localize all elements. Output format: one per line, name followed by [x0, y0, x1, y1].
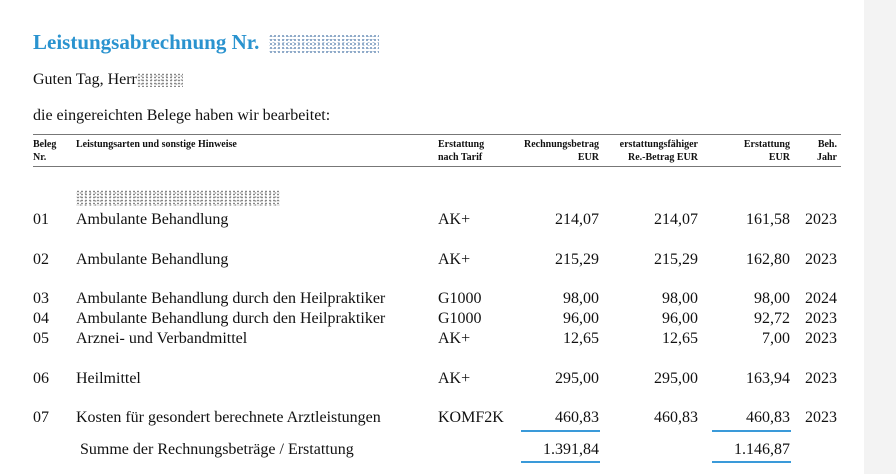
viewer-background — [864, 0, 896, 474]
row-rechnungsbetrag: 12,65 — [563, 330, 599, 347]
row-rechnungsbetrag: 98,00 — [563, 290, 599, 307]
row-jahr: 2023 — [805, 310, 837, 327]
header-faehig: erstattungsfähiger Re.-Betrag EUR — [619, 139, 698, 163]
row-erstattungsfaehig: 96,00 — [662, 310, 698, 327]
row-rechnungsbetrag: 215,29 — [555, 251, 599, 268]
greeting — [33, 71, 183, 89]
redacted-name — [137, 73, 183, 87]
header-beleg: Beleg Nr. — [33, 139, 57, 163]
greeting-text: Guten Tag, Herr — [33, 71, 137, 88]
subtotal-rule-erstattung — [712, 430, 791, 432]
row-tarif: AK+ — [438, 370, 471, 387]
summary-erstattung-total: 1.146,87 — [734, 441, 790, 458]
row-erstattungsfaehig: 295,00 — [654, 370, 698, 387]
document-title — [33, 30, 379, 55]
row-erstattung: 98,00 — [754, 290, 790, 307]
row-nr: 06 — [33, 370, 49, 387]
row-jahr: 2023 — [805, 409, 837, 426]
row-tarif: AK+ — [438, 330, 471, 347]
row-nr: 03 — [33, 290, 49, 307]
table-row — [0, 251, 864, 271]
row-desc: Arznei- und Verbandmittel — [76, 330, 248, 347]
header-jahr: Beh. Jahr — [817, 139, 837, 163]
header-rechnung: Rechnungsbetrag EUR — [523, 139, 599, 163]
row-tarif: G1000 — [438, 310, 482, 327]
row-erstattung: 7,00 — [762, 330, 790, 347]
table-row — [0, 310, 864, 330]
table-top-rule — [33, 134, 841, 135]
row-jahr: 2024 — [805, 290, 837, 307]
row-jahr: 2023 — [805, 330, 837, 347]
header-tarif: Erstattung nach Tarif — [438, 139, 485, 163]
intro-text: die eingereichten Belege haben wir bearbeitet: — [33, 107, 331, 124]
header-erstattung: Erstattung EUR — [743, 139, 790, 163]
row-erstattung: 460,83 — [746, 409, 790, 426]
table-row — [0, 370, 864, 390]
total-rule-erstattung — [712, 461, 791, 463]
row-rechnungsbetrag: 460,83 — [555, 409, 599, 426]
row-nr: 02 — [33, 251, 49, 268]
row-erstattung: 92,72 — [754, 310, 790, 327]
row-erstattung: 161,58 — [746, 211, 790, 228]
row-erstattungsfaehig: 98,00 — [662, 290, 698, 307]
row-desc: Heilmittel — [76, 370, 141, 387]
redacted-patient-line — [76, 190, 280, 206]
row-nr: 01 — [33, 211, 49, 228]
row-nr: 07 — [33, 409, 49, 426]
table-row — [0, 330, 864, 350]
summary-rechnung-total: 1.391,84 — [543, 441, 599, 458]
header-leistung: Leistungsarten und sonstige Hinweise — [76, 139, 237, 150]
table-row — [0, 409, 864, 429]
row-tarif: AK+ — [438, 211, 471, 228]
row-desc: Ambulante Behandlung durch den Heilpraktiker — [76, 310, 386, 327]
table-row — [0, 290, 864, 310]
row-erstattung: 163,94 — [746, 370, 790, 387]
row-tarif: G1000 — [438, 290, 482, 307]
row-desc: Kosten für gesondert berechnete Arztleistungen — [76, 409, 381, 426]
subtotal-rule-rechnung — [521, 430, 600, 432]
row-desc: Ambulante Behandlung — [76, 251, 229, 268]
row-nr: 04 — [33, 310, 49, 327]
row-erstattungsfaehig: 460,83 — [654, 409, 698, 426]
summary-label: Summe der Rechnungsbeträge / Erstattung — [80, 441, 354, 458]
redacted-number — [269, 34, 379, 54]
row-erstattung: 162,80 — [746, 251, 790, 268]
table-row — [0, 211, 864, 231]
row-desc: Ambulante Behandlung — [76, 211, 229, 228]
row-tarif: KOMF2K — [438, 409, 504, 426]
row-rechnungsbetrag: 214,07 — [555, 211, 599, 228]
row-tarif: AK+ — [438, 251, 471, 268]
row-erstattungsfaehig: 12,65 — [662, 330, 698, 347]
row-desc: Ambulante Behandlung durch den Heilpraktiker — [76, 290, 386, 307]
row-erstattungsfaehig: 215,29 — [654, 251, 698, 268]
row-jahr: 2023 — [805, 211, 837, 228]
row-jahr: 2023 — [805, 370, 837, 387]
row-erstattungsfaehig: 214,07 — [654, 211, 698, 228]
row-rechnungsbetrag: 96,00 — [563, 310, 599, 327]
total-rule-rechnung — [521, 461, 600, 463]
table-header-rule — [33, 166, 841, 167]
row-jahr: 2023 — [805, 251, 837, 268]
row-nr: 05 — [33, 330, 49, 347]
document-title-text: Leistungsabrechnung Nr. — [33, 30, 260, 54]
row-rechnungsbetrag: 295,00 — [555, 370, 599, 387]
